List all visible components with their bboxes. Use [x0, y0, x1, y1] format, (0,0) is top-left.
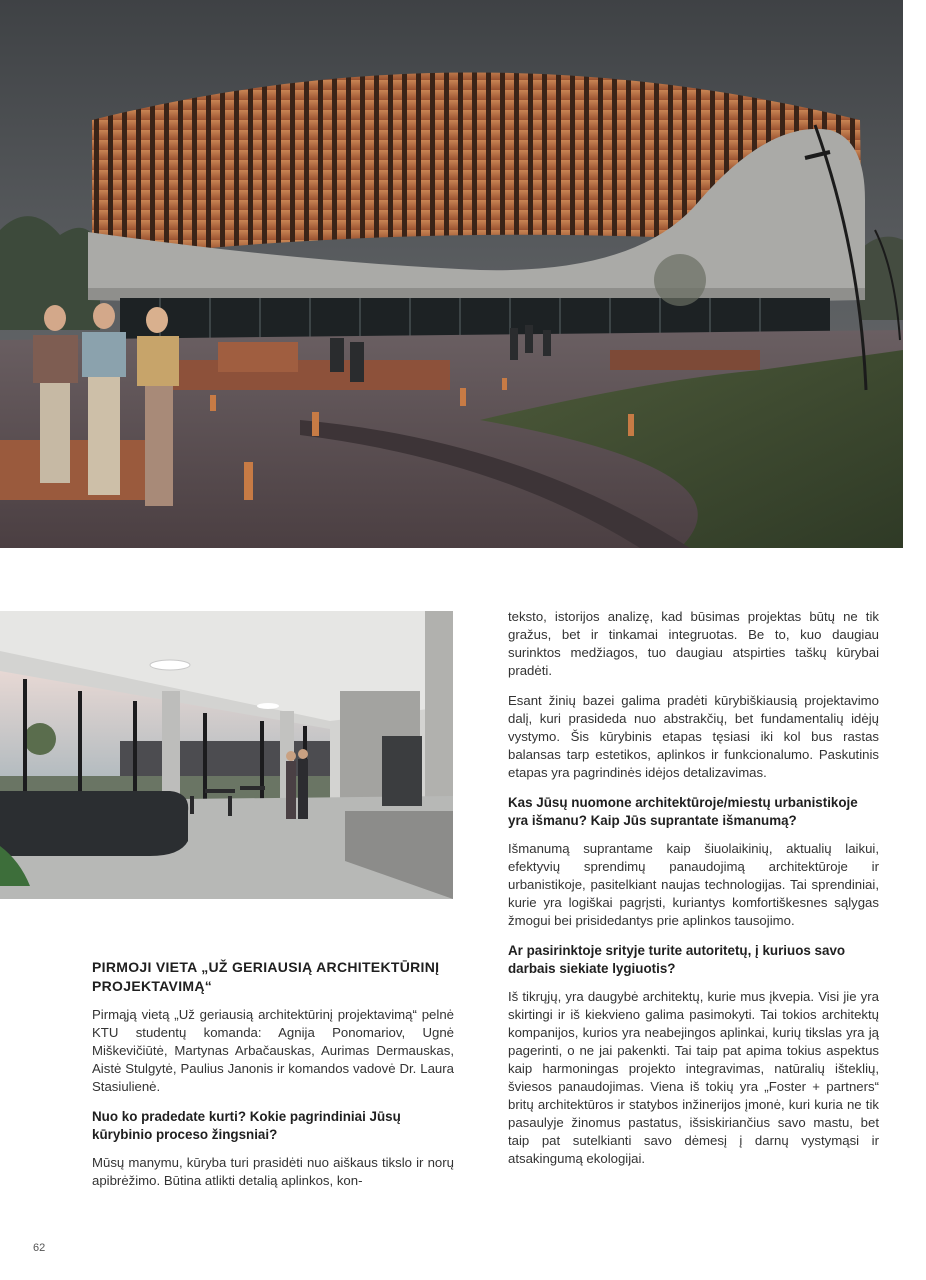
interior-render-image	[0, 611, 453, 899]
question-heading: Kas Jūsų nuomone architektūroje/miestų urbanistikoje yra išmanu? Kaip Jūs suprantate išmanumą?	[508, 795, 858, 828]
answer-paragraph: Išmanumą suprantame kaip šiuolaikinių, aktualių laikui, efektyvių sprendimų panaudojimą architektūroje ir urbanistikoje, pasitelkiant naujas technologijas. Tai sprendiniai, kurie yra logiškai pagrįsti, kuriantys komfortiškesnes sąlygas žmogui bei prisidedantys prie aplinkos tausojimo.	[508, 841, 879, 928]
intro-paragraph: Pirmąją vietą „Už geriausią architektūrinį projektavimą“ pelnė KTU studentų komanda: Agnija Ponomariov, Ugnė Miškevičiūtė, Martynas Arbačauskas, Aurimas Dermauskas, Aistė Stulgytė, Paulius Janonis ir komandos vadovė Dr. Laura Stasiulienė.	[92, 1007, 454, 1094]
exterior-render-image	[0, 0, 903, 548]
answer-paragraph: Mūsų manymu, kūryba turi prasidėti nuo aiškaus tikslo ir norų apibrėžimo. Būtina atlikti detalią aplinkos, kon-	[92, 1155, 454, 1188]
question-heading: Nuo ko pradedate kurti? Kokie pagrindiniai Jūsų kūrybinio proceso žingsniai?	[92, 1109, 401, 1142]
answer-paragraph: Esant žinių bazei galima pradėti kūrybiškiausią projektavimo dalį, kuri prasideda nuo abstrakčių, bet fundamentalių idėjų vystymo. Šis kūrybinis etapas tęsiasi iki kol bus rastas balansas tarp estetikos, aplinkos ir funkcionalumo. Paskutinis etapas yra pagrindinės idėjos detalizavimas.	[508, 693, 879, 780]
question-heading: Ar pasirinktoje srityje turite autoritetų, į kuriuos savo darbais siekiate lygiuotis?	[508, 943, 846, 976]
left-text-column	[92, 958, 454, 1202]
article-heading: PIRMOJI VIETA „UŽ GERIAUSIĄ ARCHITEKTŪRINĮ PROJEKTAVIMĄ“	[92, 959, 440, 994]
answer-paragraph: Iš tikrųjų, yra daugybė architektų, kurie mus įkvepia. Visi jie yra skirtingi ir iš kiekvieno galima pasimokyti. Tai tokios architektų kompanijos, kurios yra neabejingos aplinkai, kurių tikslas yra ją pagerinti, o ne jai pakenkti. Tai taip pat apima tokius aspektus kaip harmoningas projekto integravimas, natūralių išteklių, šviesos panaudojimas. Viena iš tokių yra „Foster + partners“ britų architektūros ir statybos inžinerijos įmonė, kuri kuria ne tik pasaulyje žinomus pastatus, išsiskiriančius savo mastu, bet taip pat sutelkianti savo dėmesį į darnų vystymąsi ir atsakingumą ekologijai.	[508, 989, 879, 1166]
answer-paragraph: teksto, istorijos analizę, kad būsimas projektas būtų ne tik gražus, bet ir tinkamai integruotas. Be to, kuo daugiau surinktos medžiagos, tuo daugiau atspirties taškų kūrybai pradėti.	[508, 609, 879, 678]
page-number: 62	[33, 1242, 46, 1254]
right-text-column	[508, 608, 879, 1180]
